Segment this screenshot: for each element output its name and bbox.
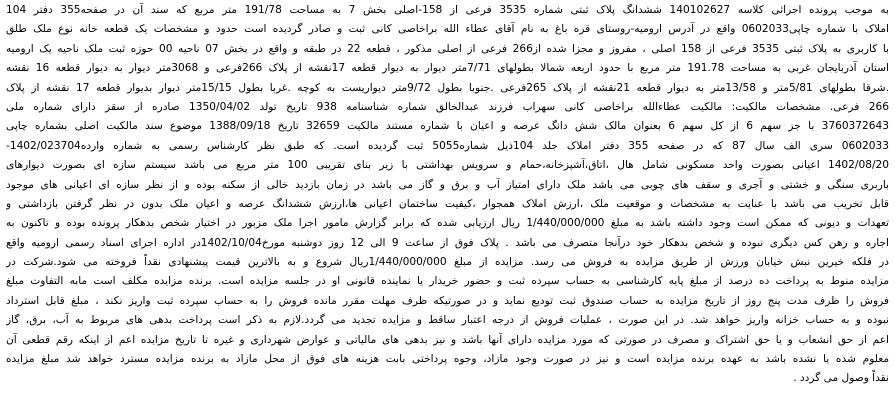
document-line: باربری سنگی و خشتی و آجری و سقف های چوبی می باشد ملک دارای امتیاز آب و برق و گاز می باشد در زمان بازدید خالی از سکنه بوده و از نظر سازه ای اعیانی های موجود: [6, 178, 889, 191]
document-line: .شرقا بطولهای 5/81متر و 13/58متر به دیوار قطعه 21نقشه از پلاک 265فرعی .جنوبا بطول 9/72متر دیواریست به کوچه .غربا بطول 15/15متر دیوار بدیوار قطعه 17 نقشه از پلاک: [6, 81, 889, 94]
document-line: استان آذربایجان غربی به مساحت 191.78 متر مربع با حدود اربعه شمالا بطولهای 7/71متر دیوار به دیوار قطعه 17نقشه از پلاک 266فرعی و 3068متر دیوار به دیوار قطعه 16 نقشه: [6, 62, 889, 75]
document-line: نبوده و به حساب خزانه واریز خواهد شد. در این صورت ، عملیات فروش از درجه اعتبار ساقط و مزایده تجدید می گردد.لازم به ذکر است پرداخت بدهی های مربوط به آب، برق، گاز: [6, 314, 889, 327]
document-line: با کاربری به پلاک ثبتی 3535 فرعی از 158 اصلی ، مفروز و مجزا شده از266 فرعی از اصلی مذکور ، قطعه 22 در طبقه و واقع در بخش 07 ناحیه 00 حوزه ثبت ملک ناحیه یک ارومیه: [6, 42, 889, 55]
document-line: قابل تخریب می باشد با عنایت به مشخصات و موقعیت ملک ،ارزش املاک همجوار ،کیفیت ساختمان اعیانی ها،ارزش ششدانگ عرصه و اعیان ملک بدون در نظر گرفتن بازداشتی و: [6, 197, 889, 210]
document-line: تعهدات و دیونی که ممکن است وجود داشته باشد به مبلغ 1/440/000/000 ریال ارزیابی شده که برابر گزارش مامور اجرا ملک مزبور در اختیار شخص بدهکار پرونده بوده و تاکنون به: [6, 217, 889, 230]
document-line: 1402/08/20 اعیانی بصورت واحد مسکونی شامل هال ،اتاق،آشپزخانه،حمام و سرویس بهداشتی با زیر بنای تقریبی 100 متر مربع می باشد سیستم سازه ای بصورت دیوارهای: [6, 159, 889, 172]
document-line: به موجب پرونده اجرائی کلاسه 140102627 ششدانگ پلاک ثبتی شماره 3535 فرعی از 158-اصلی بخش 7 به مساحت 191/78 متر مربع که سند آن در صفحه355 دفتر 104: [6, 4, 889, 16]
document-line: املاک با شماره چاپی0602033 واقع در آدرس ارومیه-روستای قره باغ به نام آقای عطاء الله براخاصی کانی ثبت و صادر گردیده است حدود و مشخصات یک قطعه خانه نوع ملک طلق: [6, 23, 889, 36]
document-line: اجاره و رهن کس دیگری نبوده و شخص بدهکار خود درآنجا متصرف می باشد . پلاک فوق از ساعت 9 الی 12 روز دوشنبه مورخ1402/10/04در اداره اجرای اسناد رسمی ارومیه واقع: [6, 236, 889, 249]
document-line: 266 فرعی. مشخصات مالکیت: مالکیت عطاءالله براخاصی کانی سهراب فرزند عبدالخالق شماره شناسنامه 938 تاریخ تولد 1350/04/02 صادره از سقز دارای شماره ملی: [6, 100, 889, 113]
document-line: فروش را ظرف مدت پنج روز از تاریخ مزایده به حساب صندوق ثبت تودیع نماید و در صورتیکه ظرف مهلت مقرر مانده فروش را به حساب سپرده ثبت واریز نکند ، مبلغ قابل استرداد: [6, 294, 889, 307]
document-line: اعم از حق انشعاب و یا حق اشتراک و مصرف در صورتی که مورد مزایده دارای آنها باشد و نیز بدهی های مالیاتی و عوارض شهرداری و غیره تا تاریخ مزایده اعم از اینکه رقم قطعی آن: [6, 333, 889, 346]
document-line: در فلکه خیرین نبش خیابان ورزش از طریق مزایده به فروش می رسد. مزایده از مبلغ 1/440/000/000ریال شروع و به بالاترین قیمت پیشنهادی نقداً فروخته می شود.شرکت در: [6, 256, 889, 269]
document-line: 0602033 سری الف سال 87 که در صفحه 355 دفتر املاک جلد 104ذیل شماره5055 ثبت گردیده است. که طبق نظر کارشناس رسمی به شماره وارده1402/023704-: [6, 139, 889, 152]
document-line: معلوم شده یا نشده باشد به عهده برنده مزایده است و نیز در صورت وجود مازاد، وجوه پرداختی بابت هزینه های فوق از محل مازاد به برنده مزایده مسترد خواهد شد مبلغ مزایده: [6, 353, 889, 366]
document-line: نقداً وصول می گردد .: [793, 372, 889, 385]
document-line: مزایده منوط به پرداخت ده درصد از مبلغ پایه کارشناسی به حساب سپرده ثبت و حضور خریدار یا نماینده قانونی او در جلسه مزایده است. برنده مزایده مکلف است مابه التفاوت مبلغ: [6, 275, 889, 288]
document-line: 3760372643 با جز سهم 6 از کل سهم 6 بعنوان مالک شش دانگ عرصه و اعیان با شماره مستند مالکیت 32659 تاریخ 1388/09/18 موضوع سند مالکیت اصلی بشماره چاپی: [6, 120, 889, 133]
